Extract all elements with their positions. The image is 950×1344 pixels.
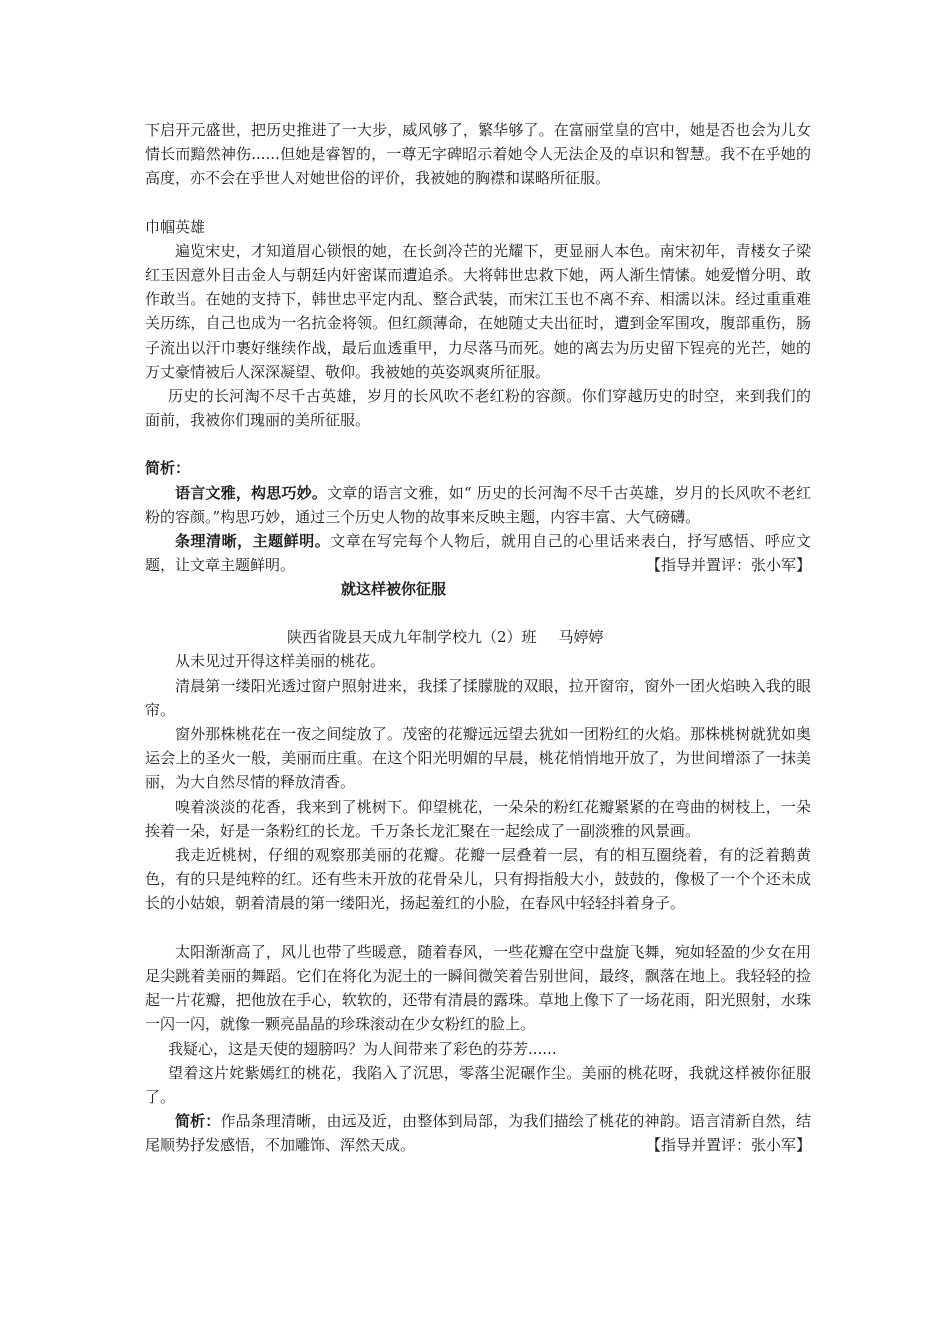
essay-paragraph: 从未见过开得这样美丽的桃花。 [175, 652, 386, 671]
closing-paragraph: 历史的长河淘不尽千古英雄，岁月的长风吹不老红粉的容颜。你们穿越历史的时空，来到我们的面前，我被你们瑰丽的美所征服。 [145, 387, 811, 430]
author-name: 马婷婷 [558, 628, 604, 647]
essay-title: 就这样被你征服 [341, 580, 447, 599]
spacer [145, 191, 811, 215]
spacer [145, 432, 811, 456]
essay-paragraph: 太阳渐渐高了，风儿也带了些暖意，随着春风，一些花瓣在空中盘旋飞舞，宛如轻盈的少女在用足尖跳着美丽的舞蹈。它们在将化为泥土的一瞬间微笑着告别世间，最终，飘落在地上。我轻轻的捡起一片花瓣，把他放在手心，软软的，还带有清晨的露珠。草地上像下了一场花雨，阳光照射，水珠一闪一闪，就像一颗亮晶晶的珍珠滚动在少女粉红的脸上。 [145, 942, 811, 1034]
credit-note: 【指导并置评：张小军】 [645, 1136, 811, 1155]
analysis-2 [145, 1109, 811, 1157]
spacer [145, 916, 811, 940]
heroine-paragraph: 遍览宋史，才知道眉心锁恨的她，在长剑冷芒的光耀下，更显丽人本色。南宋初年，青楼女子梁红玉因意外目击金人与朝廷内奸密谋而遭追杀。大将韩世忠救下她，两人渐生情愫。她爱憎分明、敢作敢当。在她的支持下，韩世忠平定内乱、整合武装，而宋江玉也不离不弃、相濡以沫。经过重重难关历练，自己也成为一名抗金将领。但红颜薄命，在她随丈夫出征时，遭到金军围攻，腹部重伤，肠子流出以汗巾裹好继续作战，最后血透重甲，力尽落马而死。她的离去为历史留下锃亮的光芒，她的万丈豪情被后人深深凝望、敬仰。我被她的英姿飒爽所征服。 [145, 241, 811, 381]
analysis-point-1 [145, 481, 811, 529]
credit-note: 【指导并置评：张小军】 [645, 556, 811, 575]
essay-paragraph: 窗外那株桃花在一夜之间绽放了。茂密的花瓣远远望去犹如一团粉红的火焰。那株桃树就犹如奥运会上的圣火一般，美丽而庄重。在这个阳光明媚的早晨，桃花悄悄地开放了，为世间增添了一抹美丽，为大自然尽情的释放清香。 [145, 725, 811, 792]
school-name: 陕西省陇县天成九年制学校九（2）班 [287, 628, 537, 647]
analysis-label: 简析： [145, 459, 191, 478]
essay-paragraph: 嗅着淡淡的花香，我来到了桃树下。仰望桃花，一朵朵的粉红花瓣紧紧的在弯曲的树枝上，一朵挨着一朵，好是一条粉红的长龙。千万条长龙汇聚在一起绘成了一副淡雅的风景画。 [145, 797, 811, 840]
analysis-point-1-title: 语言文雅，构思巧妙。 [175, 483, 328, 502]
essay-paragraph: 清晨第一缕阳光透过窗户照射进来，我揉了揉朦胧的双眼，拉开窗帘，窗外一团火焰映入我的眼帘。 [145, 676, 811, 719]
essay-paragraph: 望着这片姹紫嫣红的桃花，我陷入了沉思，零落尘泥碾作尘。美丽的桃花呀，我就这样被你征服了。 [145, 1063, 811, 1106]
spacer [145, 601, 811, 625]
section-heading: 巾帼英雄 [145, 217, 206, 236]
analysis-2-label: 简析： [175, 1112, 221, 1131]
wuzetian-paragraph: 下启开元盛世，把历史推进了一大步，威风够了，繁华够了。在富丽堂皇的宫中，她是否也会为儿女情长而黯然神伤......但她是睿智的，一尊无字碑昭示着她令人无法企及的卓识和智慧。我不在乎她的高度，亦不会在乎世人对她世俗的评价，我被她的胸襟和谋略所征服。 [145, 121, 811, 188]
analysis-point-1-text: 文章的语言文雅，如“ 历史的长河淘不尽千古英雄，岁月的长风吹不老红粉的容颜。”构思巧妙，通过三个历史人物的故事来反映主题，内容丰富、大气磅礴。 [145, 483, 811, 526]
analysis-point-2-text: 文章在写完每个人物后，就用自己的心里话来表白，抒写感悟、呼应文题，让文章主题鲜明。 [145, 532, 811, 575]
essay-paragraph: 我走近桃树，仔细的观察那美丽的花瓣。花瓣一层叠着一层，有的相互圈绕着，有的泛着鹅黄色，有的只是纯粹的红。还有些未开放的花骨朵儿，只有拇指般大小，鼓鼓的，像极了一个个还未成长的小姑娘，朝着清晨的第一缕阳光，扬起羞红的小脸，在春风中轻轻抖着身子。 [145, 846, 811, 913]
analysis-point-2-title: 条理清晰，主题鲜明。 [175, 532, 331, 551]
analysis-point-2 [145, 529, 811, 577]
essay-paragraph: 我疑心，这是天使的翅膀吗？为人间带来了彩色的芬芳...... [168, 1039, 557, 1058]
essay-byline [145, 625, 811, 649]
analysis-2-text: 作品条理清晰，由远及近，由整体到局部，为我们描绘了桃花的神韵。语言清新自然，结尾顺势抒发感悟，不加雕饰、浑然天成。 [145, 1112, 811, 1155]
document-page [145, 118, 811, 1158]
